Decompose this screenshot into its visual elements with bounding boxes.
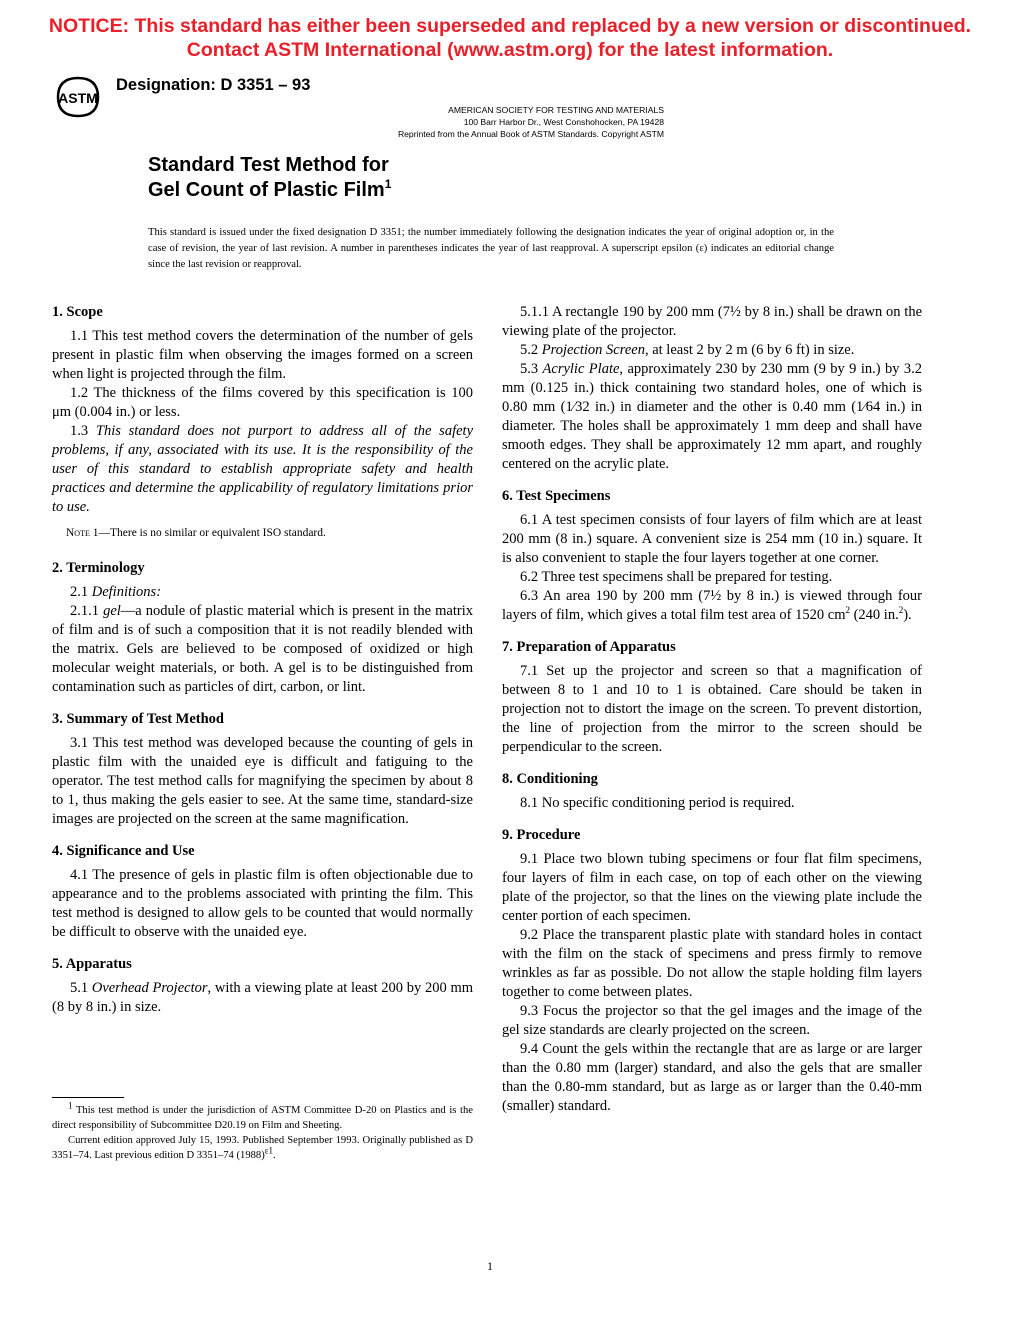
publisher-block	[300, 104, 664, 140]
footnote-1-text: This test method is under the jurisdiction of ASTM Committee D-20 on Plastics and is the direct responsibility of Subcommittee D20.19 on Film and Sheeting.	[52, 1105, 473, 1131]
section-heading-terminology: 2. Terminology	[52, 560, 145, 576]
footnote-edition-text: Current edition approved July 15, 1993. Published September 1993. Originally published as D 3351–74. Last previous edition D 3351–74 (1988)	[52, 1135, 473, 1161]
footnote-divider	[52, 1097, 124, 1098]
issue-statement: This standard is issued under the fixed designation D 3351; the number immediately following the designation indicates the year of original adoption or, in the case of revision, the year of last revision. A number in parentheses indicates the year of last reapproval. A superscript epsilon (ε) indicates an editorial change since the last revision or reapproval.	[148, 227, 834, 270]
section-heading-summary: 3. Summary of Test Method	[52, 711, 224, 727]
section-heading-test-specimens: 6. Test Specimens	[502, 488, 611, 504]
paragraph-5-2-text: , at least 2 by 2 m (6 by 6 ft) in size.	[644, 342, 855, 358]
paragraph-5-1-number: 5.1	[70, 980, 89, 996]
term-overhead-projector: Overhead Projector	[91, 980, 208, 996]
paragraph-2-1-1	[52, 602, 473, 697]
paragraph-2-1-text: Definitions:	[91, 584, 162, 600]
publisher-line-3: Reprinted from the Annual Book of ASTM Standards. Copyright ASTM	[397, 129, 664, 139]
term-gel: gel	[103, 603, 121, 619]
paragraph-5-1-1: 5.1.1 A rectangle 190 by 200 mm (7½ by 8 in.) shall be drawn on the viewing plate of the projector.	[502, 304, 922, 339]
paragraph-7-1: 7.1 Set up the projector and screen so that a magnification of between 8 to 1 and 10 to 1 is obtained. Care should be taken in projection not to distort the image on the screen. To prevent distortion, the line of projection from the mirror to the screen should be perpendicular to the screen.	[502, 663, 922, 755]
paragraph-5-3	[502, 360, 922, 474]
paragraph-5-2-number: 5.2	[520, 342, 539, 358]
paragraph-5-2	[502, 341, 922, 360]
paragraph-6-1: 6.1 A test specimen consists of four layers of film which are at least 200 mm (8 in.) square. A convenient size is 254 mm (10 in.) square. It is also convenient to staple the four layers together at one corner.	[502, 512, 922, 566]
footnote-1	[52, 1100, 473, 1133]
astm-logo-text: ASTM	[58, 90, 98, 106]
paragraph-5-3-text: , approximately 230 by 230 mm (9 by 9 in.) by 3.2 mm (0.125 in.) thick containing two standard holes, one of which is 0.80 mm (1⁄32 in.) in diameter and the other is 0.40 mm (1⁄64 in.) in diameter. The holes shall be approximately 1 mm deep and shall have smooth edges. They shall be approximately 12 mm apart, and roughly centered on the acrylic plate.	[502, 361, 922, 472]
paragraph-9-2: 9.2 Place the transparent plastic plate with standard holes in contact with the film on the stack of specimens and press firmly to remove wrinkles as far as possible. Do not allow the staple holding film layers together to come between plates.	[502, 927, 922, 1000]
paragraph-5-1	[52, 979, 473, 1017]
paragraph-2-1-1-text: —a nodule of plastic material which is present in the matrix of film and is of such a composition that it is not readily blended with the matrix. Gels are believed to be composed of oxidized or high molecular weight materials, or both. A gel is to be distinguished from contamination such as particles of dirt, carbon, or lint.	[52, 603, 474, 695]
footnote-edition	[52, 1133, 473, 1163]
page-number: 1	[487, 1259, 493, 1273]
section-heading-scope: 1. Scope	[52, 304, 103, 320]
section-heading-preparation: 7. Preparation of Apparatus	[502, 639, 676, 655]
paragraph-2-1	[52, 583, 473, 602]
footnote-1-mark: 1	[68, 1100, 73, 1111]
paragraph-6-3-sup-1: 2	[845, 605, 850, 616]
notice-line-2: Contact ASTM International (www.astm.org) for the latest information.	[186, 39, 834, 61]
designation: Designation: D 3351 – 93	[116, 76, 311, 94]
paragraph-4-1: 4.1 The presence of gels in plastic film is often objectionable due to appearance and to the problems associated with printing the film. This test method is designed to allow gels to be counted that would normally be difficult to observe with the unaided eye.	[52, 867, 473, 940]
astm-logo-icon	[52, 74, 104, 120]
term-acrylic-plate: Acrylic Plate	[542, 361, 620, 377]
paragraph-1-3-text: This standard does not purport to address all of the safety problems, if any, associated with its use. It is the responsibility of the user of this standard to establish appropriate safety and health practices and determine the applicability of regulatory limitations prior to use.	[52, 423, 474, 515]
footnote-edition-epsilon: ε1	[264, 1145, 274, 1156]
paragraph-8-1: 8.1 No specific conditioning period is required.	[520, 795, 795, 811]
publisher-line-1: AMERICAN SOCIETY FOR TESTING AND MATERIALS	[448, 105, 664, 115]
left-column	[52, 303, 473, 1017]
note-1	[52, 524, 473, 543]
publisher-line-2: 100 Barr Harbor Dr., West Conshohocken, PA 19428	[463, 117, 664, 127]
paragraph-3-1: 3.1 This test method was developed because the counting of gels in plastic film with the unaided eye is difficult and fatiguing to the operator. The test method calls for magnifying the specimen by about 8 to 1, thus making the gels easier to see. At the same time, standard-size images are projected on the screen at the same magnification.	[52, 735, 473, 827]
paragraph-1-3	[52, 422, 473, 517]
paragraph-6-3-text-b: (240 in.	[849, 607, 899, 623]
paragraph-6-3-text-a: 6.3 An area 190 by 200 mm (7½ by 8 in.) is viewed through four layers of film, which gives a total film test area of 1520 cm	[502, 588, 922, 623]
title-line-2-text: Gel Count of Plastic Film	[148, 179, 385, 201]
footnotes	[52, 1100, 473, 1163]
title-footnote-mark[interactable]: 1	[384, 177, 392, 191]
paragraph-2-1-number: 2.1	[70, 584, 89, 600]
paragraph-9-1: 9.1 Place two blown tubing specimens or four flat film specimens, four layers of film in each case, on top of each other on the viewing plate of the projector, so that the lines on the viewing plate include the center portion of each specimen.	[502, 851, 922, 924]
term-projection-screen: Projection Screen	[541, 342, 645, 358]
paragraph-6-3	[502, 587, 922, 625]
paragraph-5-3-number: 5.3	[520, 361, 539, 377]
section-heading-significance: 4. Significance and Use	[52, 843, 195, 859]
paragraph-1-3-number: 1.3	[70, 423, 89, 439]
paragraph-6-3-sup-2: 2	[898, 605, 904, 616]
paragraph-5-1-text: , with a viewing plate at least 200 by 200 mm (8 by 8 in.) in size.	[52, 980, 474, 1015]
paragraph-9-3: 9.3 Focus the projector so that the gel images and the image of the gel size standards are clearly projected on the screen.	[502, 1003, 922, 1038]
section-heading-procedure: 9. Procedure	[502, 827, 581, 843]
paragraph-6-2: 6.2 Three test specimens shall be prepared for testing.	[520, 569, 833, 585]
paragraph-9-4: 9.4 Count the gels within the rectangle that are as large or are larger than the 0.80 mm (larger) standard, and also the gels that are smaller than the 0.80-mm standard, but as large as or larger than the 0.40-mm (smaller) standard.	[502, 1041, 922, 1114]
notice-banner	[0, 14, 1020, 62]
right-column	[502, 303, 922, 1116]
title-line-1: Standard Test Method for	[148, 154, 389, 176]
paragraph-6-3-text-c: ).	[903, 607, 912, 623]
paragraph-2-1-1-number: 2.1.1	[70, 603, 99, 619]
title-line-2	[148, 178, 391, 203]
note-text: 1—There is no similar or equivalent ISO standard.	[92, 527, 326, 539]
note-label: Note	[66, 527, 90, 539]
footnote-edition-end: .	[273, 1150, 276, 1161]
notice-line-1: NOTICE: This standard has either been superseded and replaced by a new version or discontinued.	[48, 15, 972, 37]
section-heading-apparatus: 5. Apparatus	[52, 956, 132, 972]
document-title	[148, 153, 391, 203]
paragraph-1-2: 1.2 The thickness of the films covered by this specification is 100 μm (0.004 in.) or less.	[52, 385, 473, 420]
paragraph-1-1: 1.1 This test method covers the determination of the number of gels present in plastic film when observing the images formed on a screen when light is projected through the film.	[52, 328, 473, 382]
section-heading-conditioning: 8. Conditioning	[502, 771, 598, 787]
